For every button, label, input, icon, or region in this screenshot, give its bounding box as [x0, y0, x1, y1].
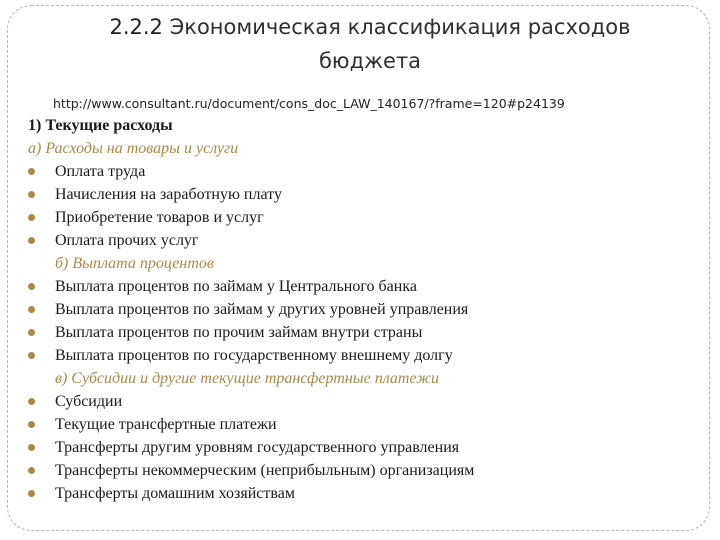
list-item — [28, 390, 708, 413]
list-item — [28, 482, 708, 505]
content-list — [28, 114, 708, 505]
list-item — [28, 206, 708, 229]
bullet-icon — [28, 444, 35, 451]
bullet-icon — [28, 421, 35, 428]
list-item-text: Выплата процентов по займам у Центрального банка — [55, 278, 417, 295]
list-item-text: Субсидии — [55, 393, 123, 410]
bullet-icon — [28, 214, 35, 221]
bullet-icon — [28, 191, 35, 198]
group-subheading: в) Субсидии и другие текущие трансфертные платежи — [55, 370, 440, 387]
list-item-text: Трансферты некоммерческим (неприбыльным) организациям — [55, 462, 475, 479]
bullet-icon — [28, 490, 35, 497]
list-item-text: Выплата процентов по прочим займам внутри страны — [55, 324, 423, 341]
title-line-2: бюджета — [318, 49, 422, 73]
bullet-icon — [28, 306, 35, 313]
list-item — [28, 436, 708, 459]
list-item-text: Трансферты другим уровням государственного управления — [55, 439, 460, 456]
bullet-icon — [28, 329, 35, 336]
list-item — [28, 413, 708, 436]
list-item — [28, 275, 708, 298]
bullet-icon — [28, 398, 35, 405]
list-item-text: Приобретение товаров и услуг — [55, 209, 264, 226]
list-item-text: Трансферты домашним хозяйствам — [55, 485, 295, 502]
list-item-text: Текущие трансфертные платежи — [55, 416, 277, 433]
slide-title — [40, 10, 700, 78]
title-line-1: Экономическая классификация расходов — [169, 15, 631, 39]
bullet-icon — [28, 283, 35, 290]
list-item — [28, 183, 708, 206]
list-item — [28, 160, 708, 183]
list-item-text: Выплата процентов по государственному внешнему долгу — [55, 347, 453, 364]
group-subheading: а) Расходы на товары и услуги — [28, 140, 239, 157]
list-item-text: Выплата процентов по займам у других уровней управления — [55, 301, 469, 318]
bullet-icon — [28, 467, 35, 474]
group-subheading: б) Выплата процентов — [55, 255, 214, 272]
bullet-icon — [28, 168, 35, 175]
source-link[interactable]: http://www.consultant.ru/document/cons_doc_LAW_140167/?frame=120#p24139 — [53, 96, 565, 111]
bullet-icon — [28, 352, 35, 359]
list-item — [28, 459, 708, 482]
list-item — [28, 229, 708, 252]
list-item — [28, 298, 708, 321]
list-item — [28, 344, 708, 367]
title-number: 2.2.2 — [109, 15, 163, 39]
bullet-icon — [28, 237, 35, 244]
list-item-text: Начисления на заработную плату — [55, 186, 282, 203]
section-heading: 1) Текущие расходы — [28, 117, 173, 134]
list-item-text: Оплата прочих услуг — [55, 232, 199, 249]
list-item — [28, 321, 708, 344]
list-item-text: Оплата труда — [55, 163, 146, 180]
